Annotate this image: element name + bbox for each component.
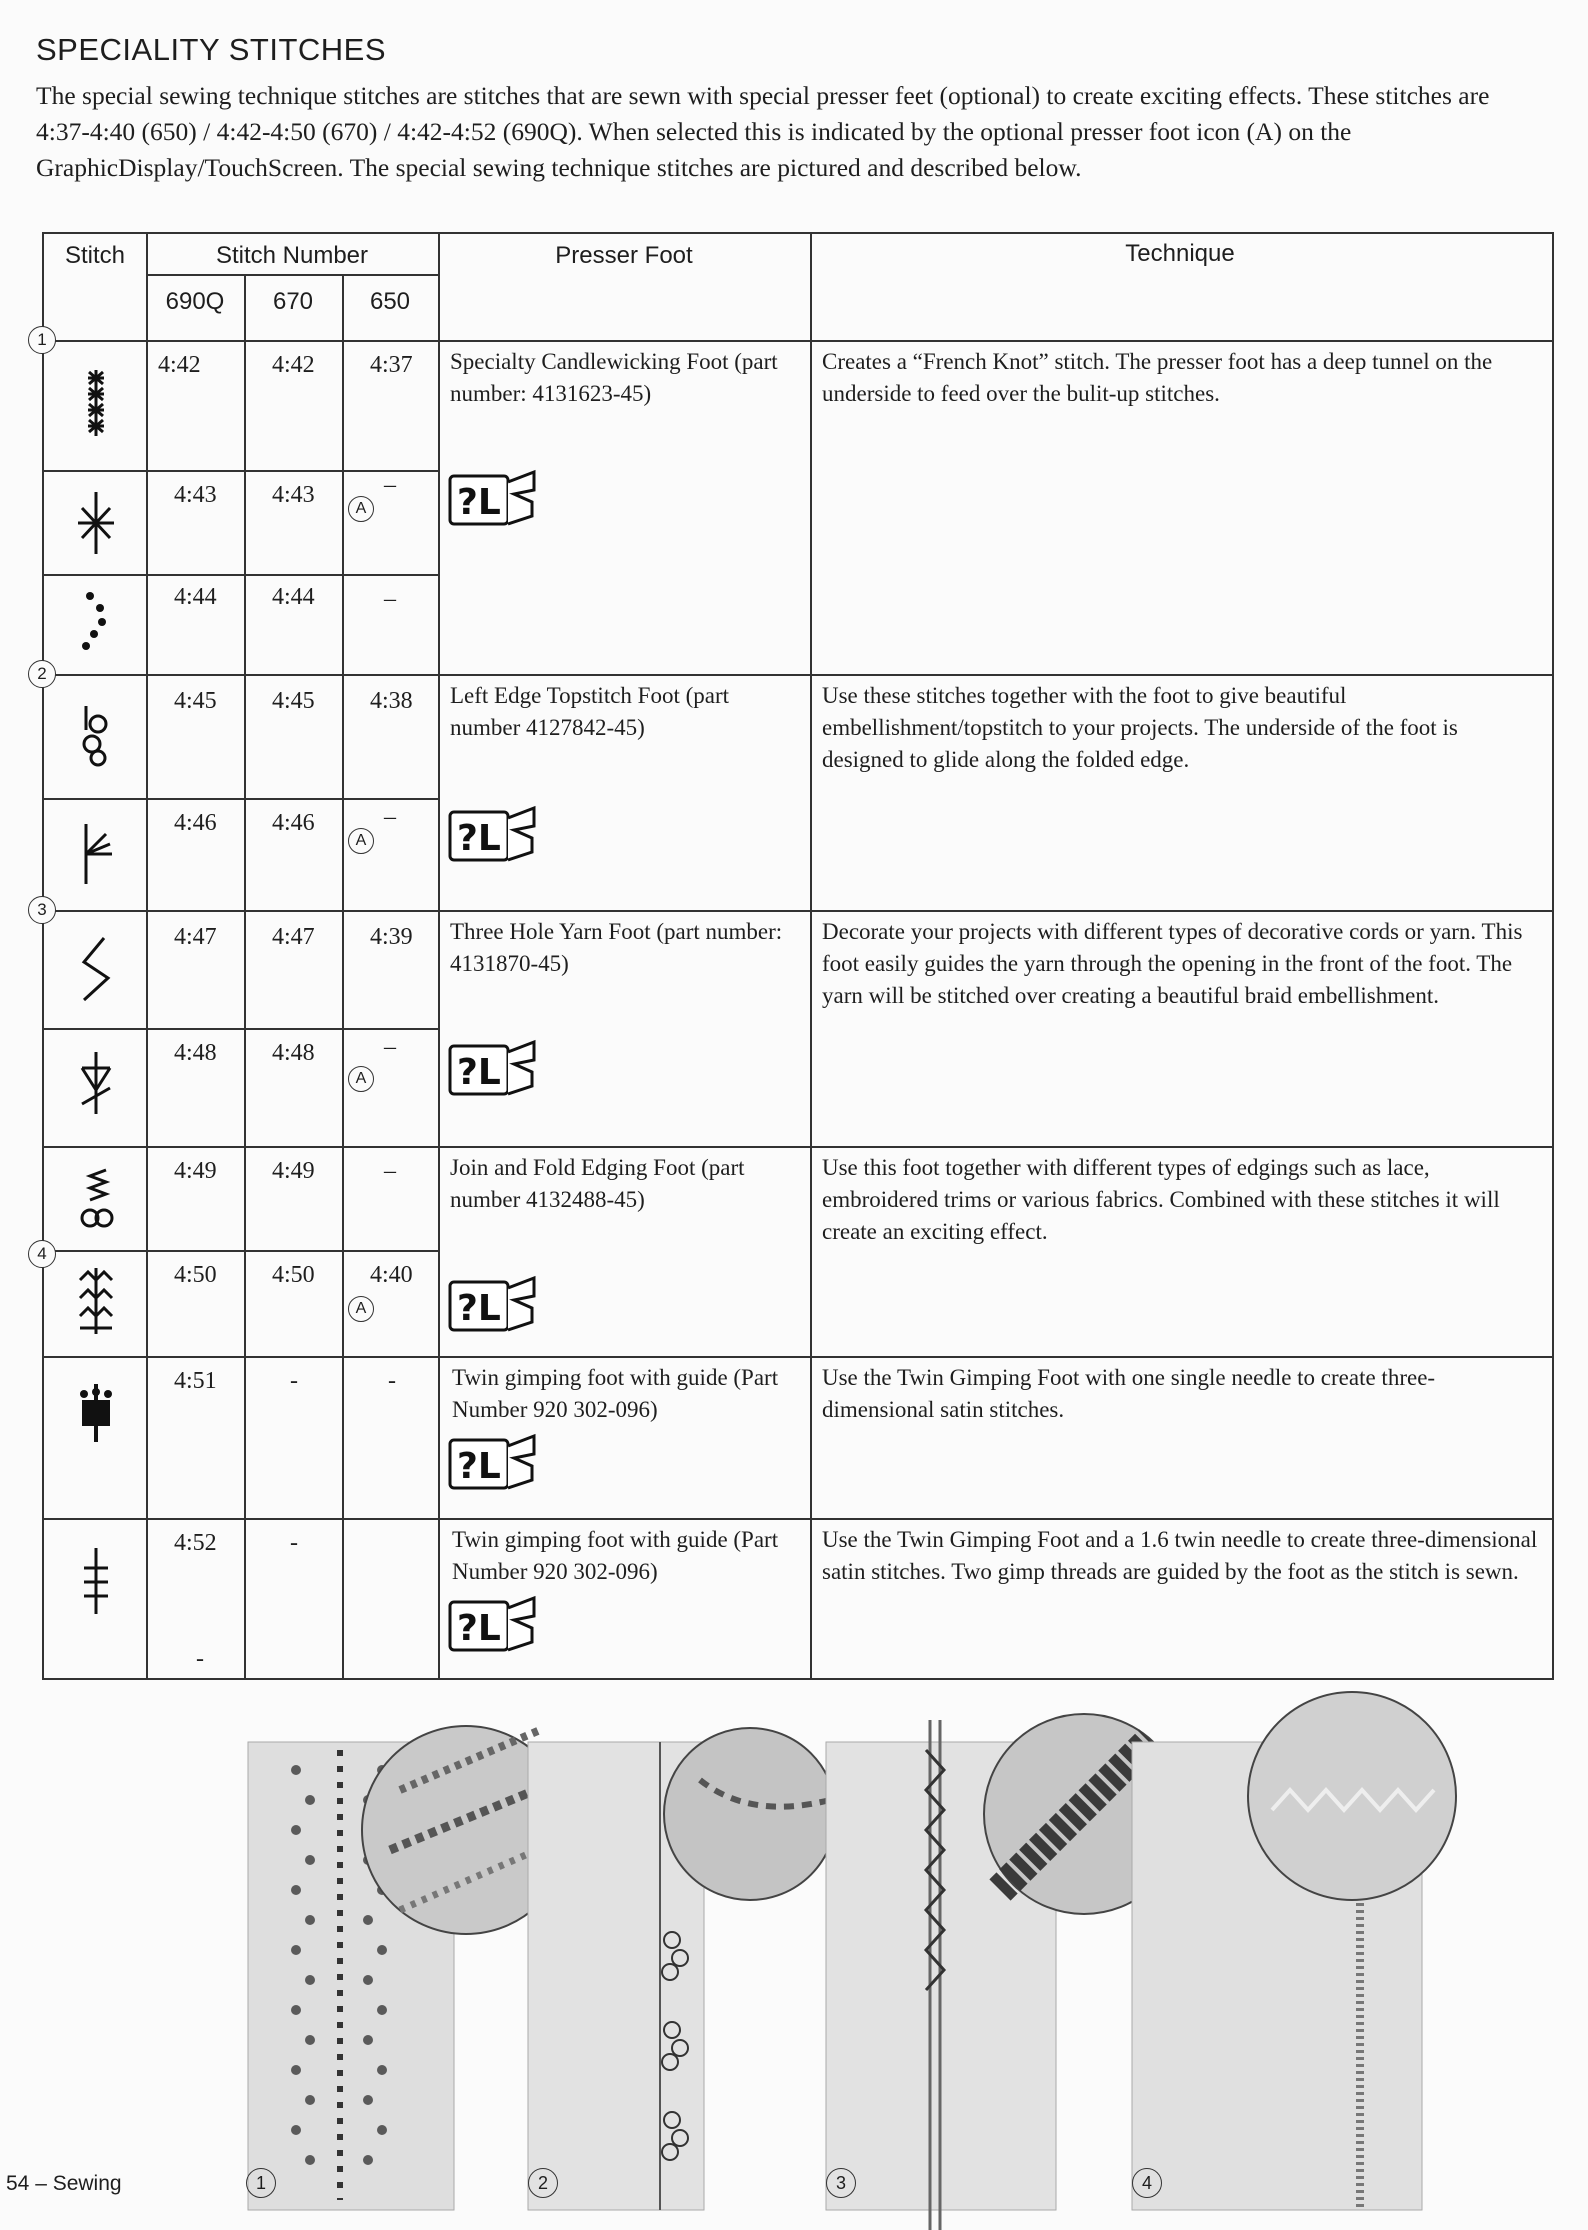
stitch-number-690q: 4:49	[174, 1158, 217, 1184]
foot-icon-indicator: A	[348, 496, 374, 522]
stitch-symbol	[76, 1378, 116, 1448]
stitch-number-690q: 4:46	[174, 810, 217, 836]
header-model-650: 650	[369, 288, 411, 315]
foot-icon-indicator: A	[348, 1296, 374, 1322]
table-divider	[810, 234, 812, 1680]
table-divider	[44, 1356, 1552, 1358]
table-divider	[44, 470, 438, 472]
stitch-number-650: –	[384, 1158, 396, 1184]
stitch-symbol	[76, 1048, 116, 1118]
stitch-number-690q: 4:48	[174, 1040, 217, 1066]
foot-icon-indicator: A	[348, 1066, 374, 1092]
stitch-symbol	[76, 588, 116, 658]
table-divider	[44, 1250, 438, 1252]
stitch-number-690q: 4:50	[174, 1262, 217, 1288]
intro-paragraph: The special sewing technique stitches are stitches that are sewn with special presser feet (optional) to create exciting effects. These stitches are 4:37-4:40 (650) / 4:42-4:50 (670) / 4:42-4:52 (690Q). When selected this is indicated by the optional presser foot icon (A) on the GraphicDisplay/TouchScreen. The special sewing technique stitches are pictured and described below.	[36, 81, 1490, 182]
stitch-number-670: 4:50	[272, 1262, 315, 1288]
table-divider	[44, 1028, 438, 1030]
sample-label: 3	[826, 2168, 856, 2198]
header-model-670: 670	[272, 288, 314, 315]
stitch-number-690q: 4:47	[174, 924, 217, 950]
presser-foot-icon	[448, 1432, 538, 1494]
stitch-symbol	[76, 488, 116, 558]
stitch-symbol	[76, 700, 116, 770]
table-divider	[44, 340, 1552, 342]
technique-description: Use this foot together with different types of edgings such as lace, embroidered trims or various fabrics. Combined with these stitches it will create an exciting effect.	[822, 1155, 1500, 1244]
table-divider	[44, 1518, 1552, 1520]
foot-icon-glyph: ?L	[457, 1608, 501, 1649]
foot-icon-glyph: ?L	[457, 1446, 501, 1487]
technique-description: Creates a “French Knot” stitch. The presser foot has a deep tunnel on the underside to feed over the bulit-up stitches.	[822, 349, 1493, 406]
stitch-symbol	[76, 1546, 116, 1616]
table-divider	[244, 274, 246, 1680]
table-divider	[342, 274, 344, 1680]
presser-foot-name: Three Hole Yarn Foot (part number: 4131870-45)	[450, 919, 783, 976]
stitch-symbol	[76, 1266, 116, 1336]
presser-foot-icon	[448, 468, 538, 530]
header-stitch-number: Stitch Number	[215, 242, 369, 269]
stitch-number-650: 4:38	[370, 688, 413, 714]
stitch-number-650: 4:39	[370, 924, 413, 950]
stitch-number-670: 4:45	[272, 688, 315, 714]
stitch-number-690q: 4:42	[158, 352, 201, 378]
header-presser-foot: Presser Foot	[555, 242, 693, 269]
technique-description: Decorate your projects with different types of decorative cords or yarn. This foot easily guides the yarn through the opening in the front of the foot. The yarn will be stitched over creating a beautiful braid embellishment.	[822, 919, 1523, 1008]
header-model-690q: 690Q	[165, 288, 225, 315]
foot-icon-glyph: ?L	[457, 482, 501, 523]
presser-foot-name: Left Edge Topstitch Foot (part number 4127842-45)	[450, 683, 730, 740]
stitch-symbol	[76, 1166, 116, 1236]
stitch-number-670: 4:47	[272, 924, 315, 950]
table-divider	[146, 234, 148, 1680]
stitch-table	[37, 232, 1554, 1680]
stitch-number-670: -	[290, 1368, 298, 1394]
group-label: 4	[28, 1240, 56, 1268]
stitch-number-670: 4:42	[272, 352, 315, 378]
stitch-number-650: –	[384, 1034, 396, 1060]
table-divider	[44, 910, 1552, 912]
presser-foot-icon	[448, 804, 538, 866]
stitch-samples-illustration	[0, 1690, 1588, 2230]
stitch-number-670: 4:43	[272, 482, 315, 508]
table-divider	[44, 1146, 1552, 1148]
stitch-number-650: –	[384, 804, 396, 830]
table-divider	[44, 798, 438, 800]
stitch-number-670: 4:44	[272, 584, 315, 610]
stitch-number-670: 4:49	[272, 1158, 315, 1184]
group-label: 2	[28, 660, 56, 688]
presser-foot-name: Specialty Candlewicking Foot (part number: 4131623-45)	[450, 349, 778, 406]
stitch-number-670: 4:46	[272, 810, 315, 836]
foot-icon-indicator: A	[348, 828, 374, 854]
sample-3	[826, 1714, 1184, 2230]
presser-foot-name: Twin gimping foot with guide (Part Number 920 302-096)	[452, 1365, 779, 1422]
stitch-number-670: -	[290, 1530, 298, 1556]
presser-foot-icon	[448, 1274, 538, 1336]
stitch-number-690q: 4:43	[174, 482, 217, 508]
presser-foot-name: Join and Fold Edging Foot (part number 4132488-45)	[450, 1155, 745, 1212]
page-title: SPECIALITY STITCHES	[36, 32, 387, 67]
technique-description: Use the Twin Gimping Foot and a 1.6 twin needle to create three-dimensional satin stitches. Two gimp threads are guided by the foot as the stitch is sewn.	[822, 1527, 1538, 1584]
stitch-number-690q: 4:45	[174, 688, 217, 714]
sample-label: 4	[1132, 2168, 1162, 2198]
stitch-number-650: 4:37	[370, 352, 413, 378]
stitch-number-650: –	[384, 472, 396, 498]
stitch-number-690q: 4:52	[174, 1530, 217, 1556]
presser-foot-icon	[448, 1038, 538, 1100]
presser-foot-name: Twin gimping foot with guide (Part Number 920 302-096)	[452, 1527, 779, 1584]
foot-icon-glyph: ?L	[457, 1288, 501, 1329]
table-divider	[438, 234, 440, 1680]
stitch-number-extra: -	[196, 1646, 204, 1672]
sample-label: 1	[246, 2168, 276, 2198]
stitch-number-690q: 4:44	[174, 584, 217, 610]
sample-label: 2	[528, 2168, 558, 2198]
technique-description: Use the Twin Gimping Foot with one single needle to create three-dimensional satin stitches.	[822, 1365, 1436, 1422]
table-divider	[44, 674, 1552, 676]
page-footer: 54 – Sewing	[6, 2172, 122, 2195]
stitch-symbol	[76, 368, 116, 438]
stitch-number-650: 4:40	[370, 1262, 413, 1288]
stitch-symbol	[76, 934, 116, 1004]
presser-foot-icon	[448, 1594, 538, 1656]
foot-icon-glyph: ?L	[457, 818, 501, 859]
technique-description: Use these stitches together with the foot to give beautiful embellishment/topstitch to your projects. The underside of the foot is designed to glide along the folded edge.	[822, 683, 1458, 772]
stitch-number-650: –	[384, 586, 396, 612]
sample-4	[1132, 1692, 1456, 2210]
stitch-symbol	[76, 818, 116, 888]
header-technique: Technique	[1125, 240, 1235, 267]
group-label: 1	[28, 326, 56, 354]
stitch-number-670: 4:48	[272, 1040, 315, 1066]
header-stitch: Stitch	[64, 242, 126, 269]
stitch-number-650: -	[388, 1368, 396, 1394]
sample-1	[248, 1726, 570, 2210]
stitch-number-690q: 4:51	[174, 1368, 217, 1394]
table-divider	[44, 574, 438, 576]
sample-2	[528, 1728, 836, 2210]
table-divider	[146, 274, 438, 276]
group-label: 3	[28, 896, 56, 924]
foot-icon-glyph: ?L	[457, 1052, 501, 1093]
